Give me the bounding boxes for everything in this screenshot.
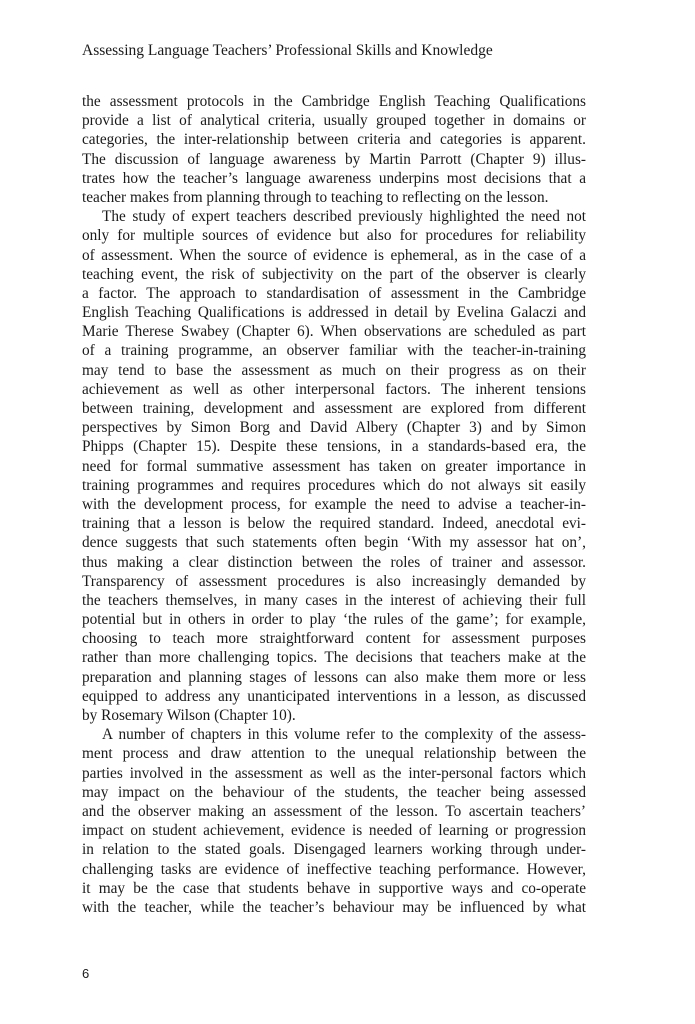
text-line: by Rosemary Wilson (Chapter 10). (82, 707, 296, 724)
text-line: preparation and planning stages of lessons can also make them more or less (82, 668, 586, 686)
text-line: impact on student achievement, evidence is needed of learning or progression (82, 822, 586, 840)
text-line: in relation to the stated goals. Disengaged learners working through under- (82, 841, 586, 859)
text-line: achievement as well as other interpersonal factors. The inherent tensions (82, 380, 586, 398)
body-text (82, 92, 586, 917)
text-line: categories, the inter-relationship between criteria and categories is apparent. (82, 131, 586, 149)
text-line: with the teacher, while the teacher’s behaviour may be influenced by what (82, 898, 586, 916)
text-line: potential but in others in order to play ‘the rules of the game’; for example, (82, 611, 586, 629)
running-head: Assessing Language Teachers’ Professional Skills and Knowledge (82, 42, 493, 59)
text-line: a factor. The approach to standardisation of assessment in the Cambridge (82, 284, 586, 302)
text-line: English Teaching Qualifications is addressed in detail by Evelina Galaczi and (82, 304, 586, 322)
text-line: only for multiple sources of evidence but also for procedures for reliability (82, 227, 586, 245)
text-line: of assessment. When the source of evidence is ephemeral, as in the case of a (82, 246, 586, 264)
text-line: and the observer making an assessment of the lesson. To ascertain teachers’ (82, 802, 586, 820)
text-line: choosing to teach more straightforward content for assessment purposes (82, 630, 586, 648)
text-line: training programmes and requires procedures which do not always sit easily (82, 476, 586, 494)
text-line: Marie Therese Swabey (Chapter 6). When observations are scheduled as part (82, 323, 586, 341)
paragraph (82, 92, 586, 207)
paragraph (82, 207, 586, 725)
text-line: may tend to base the assessment as much on their progress as on their (82, 361, 586, 379)
text-line: The discussion of language awareness by Martin Parrott (Chapter 9) illus- (82, 150, 586, 168)
text-line: Phipps (Chapter 15). Despite these tensions, in a standards-based era, the (82, 438, 586, 456)
text-line: equipped to address any unanticipated interventions in a lesson, as discussed (82, 687, 586, 705)
text-line: The study of expert teachers described previously highlighted the need not (102, 208, 586, 226)
text-line: ment process and draw attention to the unequal relationship between the (82, 745, 586, 763)
text-line: the assessment protocols in the Cambridge English Teaching Qualifications (82, 93, 586, 110)
text-line: need for formal summative assessment has taken on greater importance in (82, 457, 586, 475)
page-number: 6 (82, 966, 90, 981)
text-line: it may be the case that students behave in supportive ways and co-operate (82, 879, 586, 897)
text-line: challenging tasks are evidence of ineffective teaching performance. However, (82, 860, 586, 878)
text-line: parties involved in the assessment as well as the inter-personal factors which (82, 764, 586, 782)
text-line: may impact on the behaviour of the students, the teacher being assessed (82, 783, 586, 801)
text-line: training that a lesson is below the required standard. Indeed, anecdotal evi- (82, 515, 586, 533)
text-line: between training, development and assessment are explored from different (82, 400, 586, 417)
text-line: provide a list of analytical criteria, usually grouped together in domains or (82, 112, 586, 130)
text-line: perspectives by Simon Borg and David Albery (Chapter 3) and by Simon (82, 419, 586, 437)
text-line: the teachers themselves, in many cases in the interest of achieving their full (82, 591, 586, 609)
text-line: thus making a clear distinction between the roles of trainer and assessor. (82, 553, 586, 571)
paragraph (82, 725, 586, 917)
text-line: teaching event, the risk of subjectivity on the part of the observer is clearly (82, 265, 586, 283)
text-line: dence suggests that such statements often begin ‘With my assessor hat on’, (82, 534, 586, 552)
text-line: rather than more challenging topics. The decisions that teachers make at the (82, 649, 586, 667)
text-line: teacher makes from planning through to teaching to reflecting on the lesson. (82, 188, 549, 206)
text-line: of a training programme, an observer familiar with the teacher-in-training (82, 342, 586, 360)
text-line: trates how the teacher’s language awareness underpins most decisions that a (82, 169, 586, 187)
text-line: A number of chapters in this volume refer to the complexity of the assess- (102, 726, 586, 744)
text-line: with the development process, for example the need to advise a teacher-in- (82, 495, 586, 513)
text-line: Transparency of assessment procedures is also increasingly demanded by (82, 572, 586, 590)
